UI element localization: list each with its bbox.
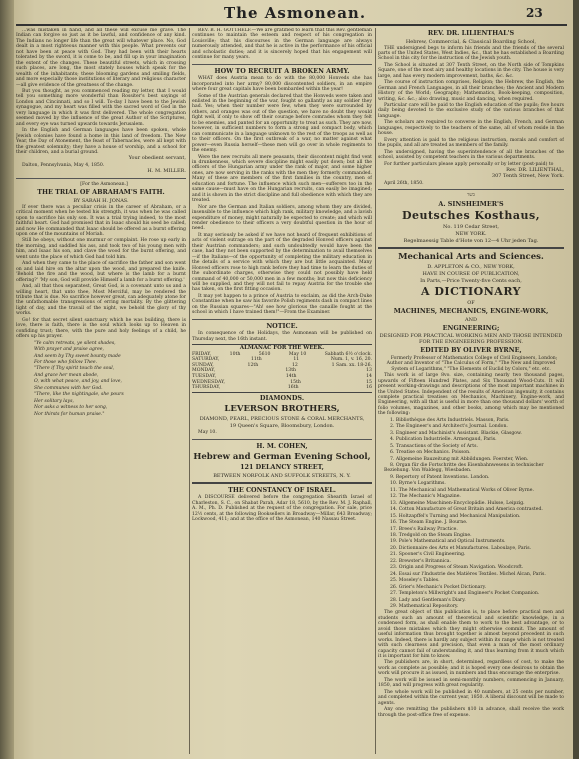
almanac-date: 11th bbox=[251, 357, 262, 363]
paragraph: Any one remitting the publishers $10 in advance, shall receive the work through the post-office free of expense. bbox=[378, 707, 564, 718]
ad-address: No. 119 Cedar Street, bbox=[443, 224, 499, 231]
list-item: 2. The Engineer's and Architect's Journal. London. bbox=[390, 424, 508, 430]
paragraph: THE undersigned begs to inform his friends and the friends of the several parts of the United States, West Indies, &c., that he has established a Boarding School in this city for the instruction of the Jewish youth. bbox=[378, 45, 564, 62]
list-item: 23. Origin and Progress of Steam Navigation. Woodcroft. bbox=[390, 565, 524, 571]
article-byline: BY SARAH H. JONAS. bbox=[73, 197, 129, 204]
poem-line: Her solitary lays, bbox=[34, 398, 74, 404]
list-item: 19. Pole's Mathematical and Optical Instruments. bbox=[390, 539, 506, 545]
article-title: THE TRIAL OF ABRAHAM'S FAITH. bbox=[37, 188, 165, 197]
dict-designed: DESIGNED FOR PRACTICAL WORKING MEN AND THOSE INTENDED FOR THE ENGINEERING PROFESSION. bbox=[379, 333, 563, 346]
list-item: 18. Tredgold on the Steam Engine. bbox=[390, 532, 472, 538]
ad-title: REV. DR. LILIENTHAL'S bbox=[427, 29, 515, 37]
divider bbox=[192, 482, 372, 484]
poem-line: "There, like the nightingale, she pours bbox=[34, 392, 124, 398]
list-item: 14. Cotton Manufacture of Great Britain and America contrasted. bbox=[390, 507, 543, 513]
column-1 bbox=[16, 28, 186, 756]
list-item: 22. Brewster's Britannica. bbox=[390, 558, 451, 564]
paragraph: Still he obeys, without one murmur or complaint. He rose up early in the morning, and saddled his ass, and took two of his young men with him, and Isaac his son, and clave the wood for the burnt offering, and went unto the place of which God had told him. bbox=[16, 238, 186, 260]
list-item: 28. Lady and Gentleman's Diary. bbox=[390, 597, 466, 603]
list-item: 3. Engineer and Machinist's Assistant. Blackie, Glasgow. bbox=[390, 430, 522, 436]
editor: EDITED BY OLIVER BYRNE, bbox=[420, 346, 522, 355]
paragraph: The work will be issued in semi-monthly numbers, commencing in January, 1850, and will progress with great regularity. bbox=[378, 677, 564, 689]
list-item: 8. Organ für die Fortschritte des Eisenbahnwesens in technischer Beziehung. Von Waldegg, Wiesbaden. bbox=[384, 462, 544, 474]
section-title: Mechanical Arts and Sciences. bbox=[398, 252, 544, 263]
list-item: 13. Allgemeine Maschinen-Encyclopädie. Hulsse, Leipzig. bbox=[390, 500, 525, 506]
ad-title: Hebrew and German Evening School, bbox=[193, 452, 371, 463]
list-item: 27. Templeton's Millwright's and Engineer's Pocket Companion. bbox=[390, 591, 540, 597]
paragraph: If ever there was a peculiar crisis in the career of Abraham, or a critical moment when he tested his strength, it was when he was called upon to sacrifice his only son. It was a trial trying indeed, to the most faithful heart. God had promised that in Isaac should his seed be called, and now He commanded that Isaac should be offered as a burnt offering upon one of the mountains of Moriah. bbox=[16, 204, 186, 237]
dict-title: A DICTIONARY bbox=[421, 285, 521, 299]
place-date: Dalton, Pennsylvania, May 4, 1850. bbox=[22, 162, 105, 168]
paragraph: In consequence of the Holidays, the Asmonean will be published on Thursday next, the 16th instant. bbox=[192, 331, 372, 342]
almanac-note: Sabbath 6½ o'clock. bbox=[324, 351, 372, 357]
ad-title: LEVERSON BROTHERS, bbox=[224, 404, 340, 415]
almanac-civil-date: May 10 bbox=[288, 351, 307, 357]
ad-between: BETWEEN NORFOLK AND SUFFOLK STREETS, N. Y. bbox=[213, 472, 351, 479]
ad-title: THE CONSTANCY OF ISRAEL. bbox=[228, 485, 336, 494]
almanac-day: MONDAY, bbox=[192, 368, 216, 374]
paragraph: The School is situated at 307 Tenth Street, on the North side of Tompkins Square, one of the most airy and healthy locations in the city. The house is very large, and has every modern improvement, baths, &c. &c. bbox=[378, 62, 564, 79]
divider bbox=[378, 189, 564, 190]
paragraph: Particular care will be paid to the English education of the pupils; five hours daily being devoted to the exclusive study of the various branches of that language. bbox=[378, 103, 564, 119]
almanac-civil-date: 15 bbox=[366, 379, 372, 385]
ad-city: NEW YORK. bbox=[455, 231, 487, 238]
dict-of: OF bbox=[467, 300, 475, 307]
paragraph: The undersigned, having the superintendence of all the branches of the school, assisted by competent teachers in the various departments. bbox=[378, 149, 564, 161]
almanac-civil-date: 13 bbox=[366, 368, 372, 374]
header-rule bbox=[16, 24, 567, 26]
poem-line: "There if Thy spirit touch the soul, bbox=[34, 366, 115, 372]
paragraph: But you thought, as you commenced reading my letter, that I would tell you something more wonderful than Rossiter's best sayings of London and Cincinnati, and so I will. To-day I have been to the Jewish synagogue, and my heart was filled with the sacred word of God in the very language in which it was first delivered. The whole congregation seemed moved by the influence of the great Author of the Scriptures, and every eye was turned upwards towards Jerusalem. bbox=[16, 88, 186, 127]
list-item: 16. The Steam Engine. J. Bourne. bbox=[390, 520, 468, 526]
almanac-date: 16th bbox=[287, 385, 299, 391]
almanac-day: SATURDAY, bbox=[192, 357, 220, 363]
almanac-title: ALMANAC FOR THE WEEK. bbox=[239, 345, 325, 352]
poem-line: And grace her mean abode, bbox=[34, 372, 99, 378]
poem-line: Nor thirsts for human praise." bbox=[34, 411, 105, 417]
almanac-note: Num. 1, v. 16, 20. bbox=[330, 357, 372, 363]
column-rule bbox=[189, 28, 190, 754]
list-item: 21. Spooner's Civil Engineering. bbox=[390, 552, 466, 558]
almanac-row bbox=[192, 385, 372, 391]
editor-text: Formerly Professor of Mathematics College of Civil Engineers, London; Author and Inventor of "The Calculus of Form," "The New and Improved System of Logarithms," "The Elements of Euclid by Colors," etc. etc. bbox=[386, 355, 558, 372]
poem-line: O, with what peace, and joy, and love, bbox=[34, 379, 122, 385]
column-3 bbox=[378, 28, 564, 756]
ad-subtitle: Hebrew, Commercial, & Classical Boarding School, bbox=[405, 38, 537, 45]
masthead-title: The Asmonean. bbox=[223, 4, 367, 22]
paragraph: Were the new recruits all mere peasants, their discontent might find vent in drunkenness, which severe discipline might easily put down; but all the officers of the Hungarian army under the rank of major, and some higher ones, are now serving in the ranks with the men they formerly commanded. Many of these are members of the first families in the country, men of education and fortune. The influence which such men—sufferers too in the same cause—must have on the Hungarian recruits, can easily be imagined; and it is shown in the strict discipline and full obedience with which they are treated. bbox=[192, 154, 372, 204]
almanac-day: TUESDAY, bbox=[192, 373, 217, 379]
ad-name: H. M. COHEN, bbox=[256, 441, 308, 450]
paragraph: A DISCOURSE delivered before the congregation Shearith Israel of Charleston, S. C., on Shabat Parah, Adar 18, 5610, by the Rev. M. J. Raphall, A. M., Ph. D. Published at the request of the congregation. For sale, price 12½ cents, at the following Booksellers in Broadway—Millar, 643 Broadway; Lockwood, 411; and at the office of the Asmonean, 140 Nassau Street. bbox=[192, 495, 372, 522]
ad-title: Deutsches Kosthaus, bbox=[401, 209, 541, 223]
poem-line: For those who follow Thee. bbox=[34, 359, 98, 365]
paragraph: Nor are the German and Italian soldiers, among whom they are divided, insensible to the influence which high rank, military knowledge, and a lavish expenditure of money, might naturally be expected to create; and which will render obedience to their officers a very doubtful question in the hour of need. bbox=[192, 204, 372, 232]
column-rule bbox=[375, 28, 376, 754]
paragraph: The publishers are, in short, determined, regardless of cost, to make the work as complete as possible; and it is hoped every one desirous to obtain the work will procure it as issued, in numbers and thus encourage the enterprise. bbox=[378, 660, 564, 677]
divider bbox=[378, 247, 564, 249]
almanac-note: 1 Sam. xx. 18-26. bbox=[331, 362, 372, 368]
paragraph: Go! for that secret silent sanctuary which he was building, there is love, there is faith, there is the soul which looks up to Heaven in confiding trust; there, with the pure and holy feelings of a child, he offers up his prayer. bbox=[16, 317, 186, 340]
almanac-date: 14th bbox=[285, 373, 297, 379]
almanac-civil-date: 12 bbox=[291, 362, 298, 368]
list-item: 1. Bibliothèque des Arts Industriels. Masson, Paris. bbox=[390, 417, 510, 423]
publisher: D. APPLETON & CO., NEW YORK, bbox=[427, 264, 515, 271]
paragraph: Some of the Austrian generals declared that the Honveds were taken and enlisted in the beginning of the war, fought so gallantly as any soldier they had. Yes; when their number were few, when they were surrounded by others, and oranges was out of the question, we have no doubt they would fight well, if only to show off their courage before comrades whom they felt to be enemies, and panted for an opportunity to treat as such. They are now, however, in sufficient numbers to form a strong and compact body, which can communicate in a language unknown to the rest of the troops as well as to their officers. On the first outbreak of a war, no matter against what power—even Russia herself—these men will go over in whole regiments to the enemy. bbox=[192, 93, 372, 154]
divider bbox=[16, 178, 186, 179]
list-item: 11. The Mechanical and Mathematical Works of Oliver Byrne. bbox=[390, 487, 534, 493]
dict-and: AND bbox=[465, 316, 477, 323]
paragraph: The scholars are required to converse in the English, French, and German languages, respectively to the teachers of the same, all of whom reside in the house. bbox=[378, 120, 564, 137]
divider bbox=[192, 64, 372, 65]
list-item: 15. Holtzapffel's Turning and Mechanical Manipulation. bbox=[390, 513, 521, 519]
almanac-date: 12th bbox=[247, 362, 259, 368]
address: 307 Tenth Street, New York. bbox=[491, 173, 564, 180]
paragraph: And, all that thou separatest, Great God, is a covenant unto us and a willing heart, that unto thee, Most Merciful, may be rendered the tribute that is due. No sacrifice however great, can adequately atone for the unfathomable transgressions of erring mortality. By the glittering light of day, and the travail of the night, we behold the glory of thy works. bbox=[16, 284, 186, 317]
ad-subtitle: DIAMOND, PEARL, PRECIOUS STONE & CORAL MERCHANTS, bbox=[199, 416, 365, 423]
page-edge bbox=[573, 0, 579, 759]
poem-line: She communes with her God. bbox=[34, 385, 103, 391]
paragraph: Every attention is paid to the religious instruction, morals and comfort of the pupils, and all are treated as members of the family. bbox=[378, 137, 564, 149]
ad-address: 19 Queen's Square, Bloomsbury, London. bbox=[229, 423, 335, 430]
paragraph: And when they came to the place of sacrifice the father and son went on and laid hire on the altar upon the wood, and prepared the knife. 'Behold the fire and the wood, but where is the lamb for a burnt offering?' 'My son, God will provide Himself a lamb for a burnt offering.' bbox=[16, 261, 186, 283]
paragraph: REV. B. H. GOTTHELF.—We are gratified to learn that this Rev. gentleman continues to maintain the esteem and respect of his congregation in Louisville; that his discourses in the German language are always numerously attended, and that he is active in the performance of his official and scholastic duties; and it is sincerely hoped that his engagement will continue for many years. bbox=[192, 28, 372, 61]
dict-subtitle: MACHINES, MECHANICS, ENGINE-WORK, bbox=[393, 307, 549, 316]
list-item: 6. Treatise on Mechanics. Poisson. bbox=[390, 450, 471, 456]
column-2 bbox=[192, 28, 372, 756]
paragraph: In the English and German languages have been spoken, whole Jewish colonies have found a home in this land of freedom. The New Year, the Day of Atonement, the feast of Tabernacles, were all kept with the greatest solemnity; they have a house of worship, and a school for their children, and a burial ground. bbox=[16, 128, 186, 155]
ad-address: 121 DELANCY STREET, bbox=[240, 463, 324, 472]
dict-engineering: ENGINEERING; bbox=[442, 323, 500, 332]
list-item: 17. Brees's Railway Practice. bbox=[390, 526, 458, 532]
list-item: 25. Moseley's Tables. bbox=[390, 578, 440, 584]
ad-note: Regelmaessig Table d'Hote von 12—4 Uhr jeden Tag. bbox=[403, 238, 539, 245]
paragraph: It may yet happen to a prince of Austria to exclaim, as did the Arch-Duke Constantine when he saw his favorite Polish regiments dash in compact lines on the Russian squares—"Ah! see how glorious the canaille fought at the school in which I have trained them!"—From the Examiner. bbox=[192, 293, 372, 316]
divider bbox=[192, 319, 372, 320]
signoff: Your obedient servant, bbox=[128, 155, 186, 162]
almanac-civil-date: 14 bbox=[366, 373, 372, 379]
signature: Rev. DR. LILIENTHAL, bbox=[506, 167, 564, 174]
ad-date: May 10. bbox=[198, 430, 217, 436]
publisher-sub: HAVE IN COURSE OF PUBLICATION, bbox=[422, 271, 520, 278]
for-note: [For the Asmonean.] bbox=[80, 181, 128, 187]
poem-line: "Ye calm retreats, ye silent shades, bbox=[34, 340, 116, 346]
paragraph: This work is of large 8vo. size, containing nearly two thousand pages, upwards of Fifteen Hundred Plates, and Six Thousand Wood-Cuts. It will present working-drawings and descriptions of the most important machines in the United States. Independent of the results of American ingenuity, it contains complete practical treatises on Mechanics, Machinery, Engine-work, and Engineering, with all that is useful in more than one thousand dollars' worth of folio volumes, magazines, and other books, among which may be mentioned the following: bbox=[378, 373, 564, 417]
divider bbox=[192, 439, 372, 440]
list-item: 7. Allgemeine Bauzeitung mit Abbildungen. Foerster, Wien. bbox=[390, 456, 529, 462]
list-item: 12. The Mechanic's Magazine. bbox=[390, 494, 461, 500]
almanac-civil-date: 16 bbox=[366, 385, 372, 391]
notice-title: NOTICE. bbox=[266, 321, 298, 330]
almanac-year: 5610 bbox=[258, 351, 271, 357]
paragraph: The whole work will be published in 40 numbers, at 25 cents per number, and completed within the current year, 1850. A liberal discount will be made to agents. bbox=[378, 689, 564, 706]
paragraph: The great object of this publication is, to place before practical men and students such an amount of theoretical and scientific knowledge, in a condensed form, as shall enable them to work to the best advantage, or to avoid those mistakes which they might otherwise commit. The amount of useful information thus brought together is almost beyond precedent in such works. Indeed, there is hardly any subject within its range which is not treated with such clearness and precision, that even a man of the most ordinary capacity cannot fail of understanding it, and thus learning from it much which it is important for him to know. bbox=[378, 610, 564, 660]
almanac-day: WEDNESDAY, bbox=[192, 379, 225, 385]
price: In Parts,—Price Twenty-five Cents each, bbox=[420, 278, 522, 285]
paragraph: For further particulars please apply personally or by letter (post-paid) to bbox=[384, 161, 554, 167]
almanac-date: 15th bbox=[290, 379, 301, 385]
almanac-date: 13th bbox=[285, 368, 296, 374]
hebrew-kosher: כשר bbox=[467, 193, 475, 199]
paragraph: The course of instruction comprises, Religion; the Hebrew, the English, the German and French Languages, in all their branches; the Ancient and Modern History of the World; Geography; Mathematics, Book-keeping, composition, writing, &c. &c.; also drawing, music and dancing, when required. bbox=[378, 80, 564, 102]
book-binding bbox=[0, 0, 14, 759]
paragraph: It may seriously be asked if we have not heard of frequent exhibitions of acts of violent outrage on the part of the degraded Honved officers against their Austrian commanders; and such undoubtedly would have been the case, had they not been supported by the determination to avail themselves—if the Italians—of the opportunity of completing the military education in the details of a service with which they are but little acquainted. Many Honved officers rose to high rank before they had time to learn the duties of the subordinate charges, otherwise they could not possibly have held command of 40,000 or 50,000 men in a few months; but now this deficiency will be supplied, and they will not fail to repay Austria for the trouble she has taken, on the first fitting occasion. bbox=[192, 232, 372, 293]
almanac-civil-date: 11 bbox=[293, 357, 300, 363]
ad-label: DIAMONDS. bbox=[259, 393, 305, 402]
list-item: 20. Dictionnaire des Arts et Manufactures. Laboulaye, Paris. bbox=[390, 545, 532, 551]
poem-line: And seem by Thy sweet bounty made bbox=[34, 353, 121, 359]
poem-line: Nor asks a witness to her song, bbox=[34, 405, 108, 411]
list-item: 10. Byrne's Logarithms. bbox=[390, 481, 446, 487]
article-title: HOW TO RECRUIT A BROKEN ARMY. bbox=[214, 66, 350, 75]
almanac-date: 10th bbox=[229, 351, 241, 357]
paragraph: WHAT does Austria mean to do with the 80,000 Honveds she has incorporated into her army? 80,000 discontented soldiers, in an empire where four great capitals have been bombarded within the year! bbox=[192, 76, 372, 93]
almanac-day: SUNDAY, bbox=[192, 362, 214, 368]
list-item: 29. Mathematical Repository. bbox=[390, 603, 459, 609]
almanac-day: THURSDAY, bbox=[192, 385, 221, 391]
page-number: 23 bbox=[526, 6, 543, 20]
list-item: 9. Repertory of Patent Inventions. London. bbox=[390, 474, 490, 480]
list-item: 5. Transactions of the Society of Arts. bbox=[390, 443, 478, 449]
ad-name: A. SINSHEIMER'S bbox=[438, 199, 504, 208]
list-item: 26. Grier's Mechanic's Pocket Dictionary. bbox=[390, 584, 487, 590]
almanac-table bbox=[192, 344, 372, 393]
list-item: 24. Essai sur l'Industrie des Matières Textiles. Michel Alcan, Paris. bbox=[390, 571, 546, 577]
poem-line: With prayer and praise agree, bbox=[34, 347, 104, 353]
list-item: 4. Publication Industrielle. Armengaud, Paris. bbox=[390, 437, 497, 443]
signature: H. M. MILLER. bbox=[147, 168, 186, 175]
ad-date: April 26th, 1850. bbox=[384, 180, 424, 186]
paragraph: ...was mistaken in hand, and all these will excuse me grave. The Indian can forgive so just as it be lawful, and confidence of any kind. The Indians no longer life than the great will whatever place. No, God dealt in a most righteous manner with this people. What prevents our not have been at peace with God. They had been with their hearts tolerated by the sword, it is come to be, and fill up in your imagination the extent of the changes. These beautiful streets, which in crossing such places, are long, the most stately houses which speak for the wealth of the inhabitants; these blooming gardens and smiling fields, and more especially those institutions of literary and religious character—all give evidence of the greatness of the change. bbox=[16, 28, 186, 88]
almanac-day: FRIDAY, bbox=[192, 351, 212, 357]
